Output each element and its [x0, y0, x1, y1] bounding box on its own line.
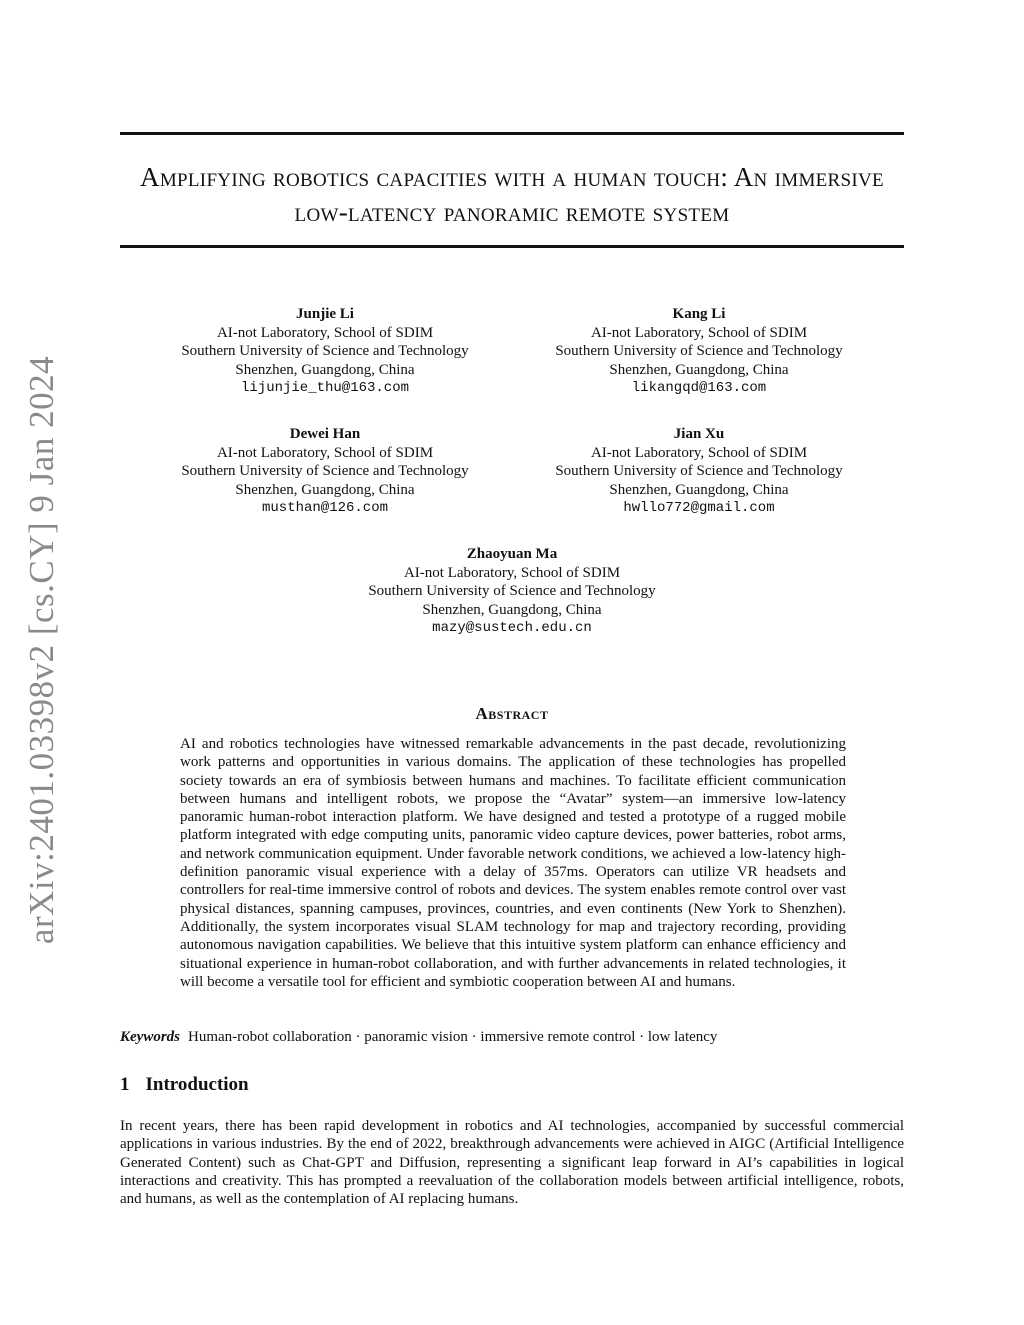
author-email[interactable]: likangqd@163.com [631, 380, 767, 396]
author-card [332, 545, 692, 638]
paper-title: Amplifying robotics capacities with a human touch: An immersive low-latency panoramic remote system [140, 162, 884, 227]
author-email[interactable]: musthan@126.com [261, 500, 389, 516]
author-lab: AI-not Laboratory, School of SDIM [590, 324, 808, 341]
author-location: Shenzhen, Guangdong, China [422, 601, 602, 618]
author-name: Dewei Han [289, 426, 361, 442]
author-name: Kang Li [672, 306, 726, 322]
author-location: Shenzhen, Guangdong, China [235, 481, 415, 498]
section-number: 1 [120, 1074, 130, 1095]
author-lab: AI-not Laboratory, School of SDIM [216, 324, 434, 341]
keywords-label: Keywords [120, 1029, 180, 1045]
arxiv-side-stamp: arXiv:2401.03398v2 [cs.CY] 9 Jan 2024 [22, 355, 61, 945]
abstract-heading: Abstract [475, 704, 549, 723]
author-location: Shenzhen, Guangdong, China [235, 361, 415, 378]
section-heading [120, 1074, 249, 1096]
keywords-text: Human-robot collaboration · panoramic vision · immersive remote control · low latency [188, 1029, 718, 1045]
author-university: Southern University of Science and Technology [555, 463, 843, 479]
introduction-text: In recent years, there has been rapid development in robotics and AI technologies, accompanied by successful commercial applications in various industries. By the end of 2022, breakthrough advancements were achieved in AIGC (Artificial Intelligence Generated Content) such as Chat-GPT and Diffusion, representing a significant leap forward in AI’s capabilities in logical interactions and creativity. This has prompted a reevaluation of the collaboration models between artificial intelligence, robots, and humans, as well as the contemplation of AI replacing humans. [120, 1118, 904, 1208]
author-card [519, 425, 879, 518]
author-name: Zhaoyuan Ma [466, 546, 558, 562]
author-card [145, 425, 505, 518]
author-university: Southern University of Science and Technology [555, 343, 843, 359]
author-email[interactable]: hwllo772@gmail.com [623, 500, 775, 516]
keywords-line [120, 1028, 904, 1046]
author-university: Southern University of Science and Technology [368, 583, 656, 599]
author-location: Shenzhen, Guangdong, China [609, 361, 789, 378]
author-lab: AI-not Laboratory, School of SDIM [216, 444, 434, 461]
author-university: Southern University of Science and Technology [181, 343, 469, 359]
author-location: Shenzhen, Guangdong, China [609, 481, 789, 498]
section-title: Introduction [145, 1074, 249, 1095]
author-university: Southern University of Science and Technology [181, 463, 469, 479]
author-card [145, 305, 505, 398]
abstract-text: AI and robotics technologies have witnessed remarkable advancements in the past decade, revolutionizing work patterns and opportunities in various domains. The application of these technologies has propelled society towards an era of symbiosis between humans and machines. To facilitate efficient communication between humans and intelligent robots, we propose the “Avatar” system—an immersive low-latency panoramic human-robot interaction platform. We have designed and tested a prototype of a rugged mobile platform integrated with edge computing units, panoramic video capture devices, power batteries, robot arms, and network communication equipment. Under favorable network conditions, we achieved a low-latency high-definition panoramic visual experience with a delay of 357ms. Operators can utilize VR headsets and controllers for real-time immersive control of robots and devices. The system enables remote control over vast physical distances, spanning campuses, provinces, countries, and even continents (New York to Shenzhen). Additionally, the system incorporates visual SLAM technology for map and trajectory recording, providing autonomous navigation capabilities. We believe that this intuitive system platform can enhance efficiency and situational experience in human-robot collaboration, and with further advancements in related technologies, it will become a versatile tool for efficient and symbiotic cooperation between AI and humans. [180, 736, 846, 990]
author-lab: AI-not Laboratory, School of SDIM [403, 564, 621, 581]
author-name: Junjie Li [296, 306, 354, 322]
author-email[interactable]: mazy@sustech.edu.cn [432, 620, 592, 636]
author-name: Jian Xu [673, 426, 725, 442]
title-rule-bottom [120, 245, 904, 248]
author-card [519, 305, 879, 398]
title-rule-top [120, 132, 904, 135]
author-email[interactable]: lijunjie_thu@163.com [240, 380, 410, 396]
author-lab: AI-not Laboratory, School of SDIM [590, 444, 808, 461]
